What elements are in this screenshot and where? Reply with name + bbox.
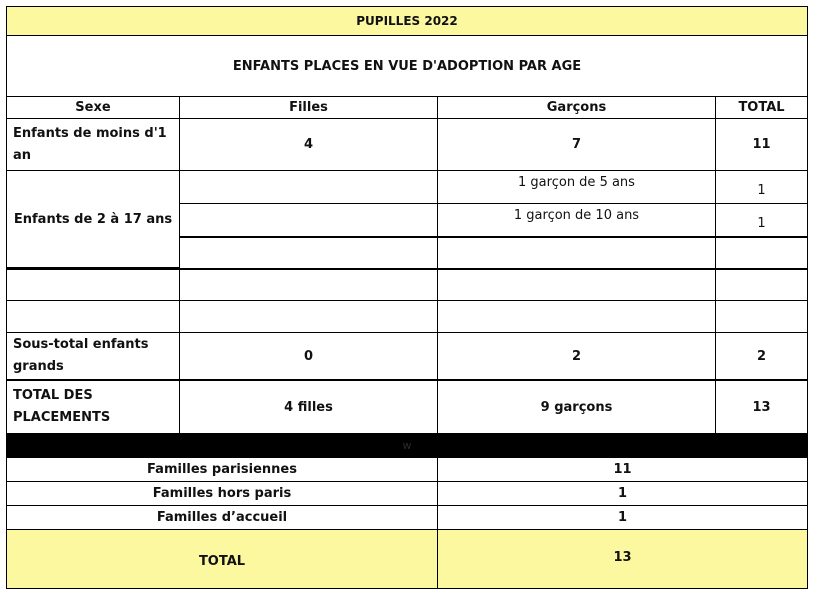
row-2-17-sub2-filles [179, 203, 438, 237]
row-soustotal-label: Sous-total enfants grands [6, 332, 180, 380]
table-subtitle: ENFANTS PLACES EN VUE D'ADOPTION PAR AGE [6, 35, 808, 97]
row-totalplacements-label: TOTAL DES PLACEMENTS [6, 379, 180, 434]
row-2-17-sub2-garcons: 1 garçon de 10 ans [437, 203, 716, 237]
famille-1-value: 1 [437, 481, 808, 506]
grand-total-label: TOTAL [6, 529, 438, 589]
empty-row-b-filles [179, 300, 438, 333]
empty-row-a-filles [179, 268, 438, 301]
row-2-17-sub3-total [715, 236, 808, 269]
row-soustotal-total: 2 [715, 332, 808, 380]
header-filles: Filles [179, 96, 438, 119]
empty-row-a-garcons [437, 268, 716, 301]
separator-bar [6, 433, 808, 457]
row-moins1-filles: 4 [179, 118, 438, 171]
row-2-17-sub2-total: 1 [715, 203, 808, 237]
row-2-17-sub3-filles [179, 236, 438, 269]
row-soustotal-garcons: 2 [437, 332, 716, 380]
header-total: TOTAL [715, 96, 808, 119]
empty-row-a-total [715, 268, 808, 301]
row-2-17-sub3-garcons [437, 236, 716, 269]
row-totalplacements-garcons: 9 garçons [437, 379, 716, 434]
empty-row-b-garcons [437, 300, 716, 333]
header-sexe: Sexe [6, 96, 180, 119]
empty-row-b-total [715, 300, 808, 333]
grand-total-value: 13 [437, 529, 808, 589]
row-2-17-label: Enfants de 2 à 17 ans [6, 170, 180, 268]
row-totalplacements-total: 13 [715, 379, 808, 434]
famille-1-label: Familles hors paris [6, 481, 438, 506]
row-2-17-sub1-total: 1 [715, 170, 808, 204]
row-2-17-sub1-garcons: 1 garçon de 5 ans [437, 170, 716, 204]
famille-0-value: 11 [437, 457, 808, 482]
row-moins1-garcons: 7 [437, 118, 716, 171]
empty-row-b-label [6, 300, 180, 333]
row-soustotal-filles: 0 [179, 332, 438, 380]
row-totalplacements-filles: 4 filles [179, 379, 438, 434]
famille-2-label: Familles d’accueil [6, 505, 438, 530]
famille-0-label: Familles parisiennes [6, 457, 438, 482]
table-title: PUPILLES 2022 [6, 6, 808, 36]
row-moins1-total: 11 [715, 118, 808, 171]
separator-mark: w [402, 438, 412, 452]
row-2-17-sub1-filles [179, 170, 438, 204]
row-moins1-label: Enfants de moins d'1 an [6, 118, 180, 171]
header-garcons: Garçons [437, 96, 716, 119]
famille-2-value: 1 [437, 505, 808, 530]
empty-row-a-label [6, 268, 180, 301]
